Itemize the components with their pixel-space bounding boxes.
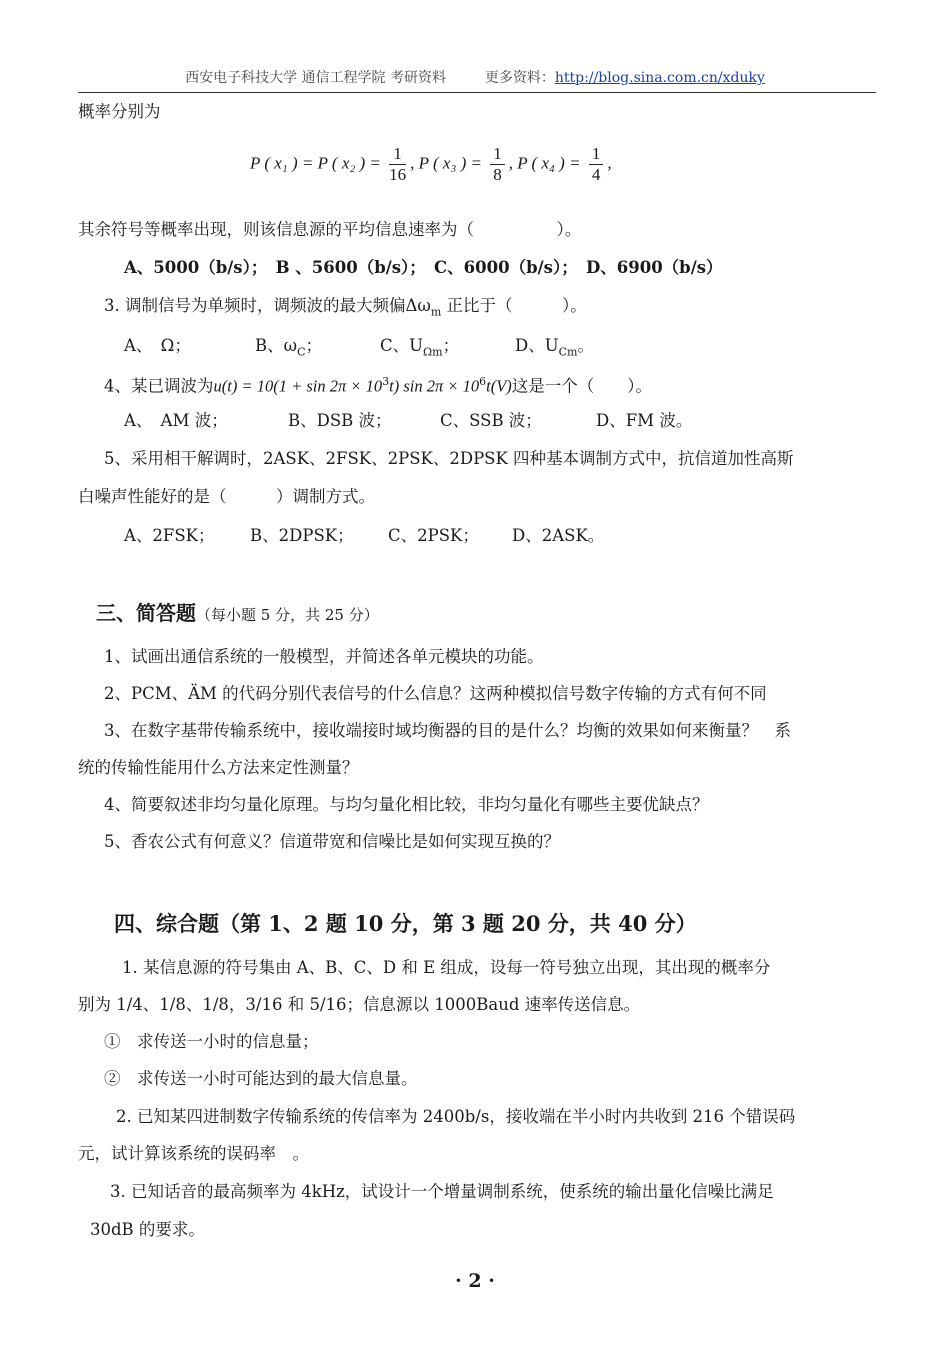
page-number: · 2 ·: [455, 1270, 495, 1292]
option-c-text: C、U: [380, 336, 424, 355]
formula-p3: , P ( x₃ ) =: [410, 153, 482, 173]
formula-tail: ,: [607, 153, 612, 173]
fraction-numerator: 1: [389, 144, 406, 165]
question-4-formula-a: u(t) = 10(1 + sin 2π × 10: [213, 376, 383, 396]
header-source: 西安电子科技大学 通信工程学院 考研资料: [185, 70, 446, 86]
comprehensive-2-line-2: 元，试计算该系统的误码率 。: [78, 1144, 309, 1163]
q5-option-d: D、2ASK。: [512, 526, 605, 545]
q5-option-c: C、2PSK；: [388, 526, 479, 545]
fraction-1-16: [389, 144, 406, 185]
section-3-title: 三、简答题: [96, 601, 196, 625]
probability-formula: [250, 144, 612, 194]
option-d-end: 。: [577, 336, 594, 355]
short-answer-4: 4、简要叙述非均匀量化原理。与均匀量化相比较，非均匀量化有哪些主要优缺点？: [104, 795, 709, 814]
q5-option-a: A、2FSK；: [124, 526, 215, 545]
q3-option-a: A、 Ω；: [124, 336, 191, 355]
short-answer-5: 5、香农公式有何意义？信道带宽和信噪比是如何实现互换的？: [104, 832, 560, 851]
question-5-line-2: 白噪声性能好的是（ ）调制方式。: [78, 487, 375, 506]
header-divider: [78, 92, 876, 93]
q3-option-b: [255, 335, 322, 363]
short-answer-3: 3、在数字基带传输系统中，接收端接时域均衡器的目的是什么？均衡的效果如何来衡量？ 系: [104, 721, 791, 740]
question-4-formula-c: t(V): [486, 376, 512, 396]
fraction-denominator: 4: [591, 165, 601, 184]
comprehensive-1-line-2: 别为 1/4、1/8、1/8，3/16 和 5/16；信息源以 1000Baud 速率传送信息。: [78, 995, 641, 1014]
short-answer-1: 1、试画出通信系统的一般模型，并简述各单元模块的功能。: [104, 647, 544, 666]
question-4-blank: 这是一个（ ）。: [511, 376, 653, 396]
comprehensive-1-part-2: ② 求传送一小时可能达到的最大信息量。: [104, 1069, 418, 1088]
comprehensive-1-line-1: 1. 某信息源的符号集由 A、B、C、D 和 E 组成，设每一符号独立出现，其出现的概率分: [122, 958, 771, 977]
question-3-subscript: m: [430, 305, 442, 319]
option-d-text: D、U: [515, 336, 559, 355]
option-c-subscript: Ωm: [423, 345, 443, 359]
comprehensive-3-line-2: 30dB 的要求。: [90, 1220, 205, 1239]
q4-option-c: C、SSB 波；: [440, 411, 542, 430]
option-b-end: ；: [305, 336, 323, 355]
question-4-exponent-1: 3: [382, 375, 390, 388]
formula-p4: , P ( x₄ ) =: [508, 153, 581, 173]
intro-text: 概率分别为: [78, 102, 161, 121]
question-3: [104, 295, 587, 323]
short-answer-2: 2、PCM、ÄM 的代码分别代表信号的什么信息？这两种模拟信号数字传输的方式有何不同: [104, 684, 767, 703]
fraction-numerator: 1: [589, 144, 604, 165]
q4-option-a: A、 AM 波；: [124, 411, 228, 430]
section-3-note: （每小题 5 分，共 25 分）: [196, 606, 379, 624]
comprehensive-3-line-1: 3. 已知话音的最高频率为 4kHz，试设计一个增量调制系统，使系统的输出量化信噪比满足: [110, 1182, 774, 1201]
q5-option-b: B、2DPSK；: [250, 526, 354, 545]
question-2-tail: 其余符号等概率出现，则该信息源的平均信息速率为（ ）。: [78, 220, 582, 239]
q4-option-d: D、FM 波。: [596, 411, 693, 430]
question-5-line-1: 5、采用相干解调时，2ASK、2FSK、2PSK、2DPSK 四种基本调制方式中，抗信道加性高斯: [104, 449, 794, 468]
option-c-end: ；: [442, 336, 460, 355]
fraction-denominator: 16: [389, 165, 407, 184]
option-d-subscript: Cm: [558, 345, 578, 359]
section-4-heading: 四、综合题（第 1、2 题 10 分，第 3 题 20 分，共 40 分）: [114, 911, 697, 936]
header-more-label: 更多资料：: [484, 70, 555, 86]
question-4-exponent-2: 6: [479, 375, 487, 388]
short-answer-3-cont: 统的传输性能用什么方法来定性测量？: [78, 758, 359, 777]
header-link[interactable]: http://blog.sina.com.cn/xduky: [554, 70, 765, 86]
question-4-formula-b: t) sin 2π × 10: [389, 376, 480, 396]
q4-option-b: B、DSB 波；: [288, 411, 392, 430]
fraction-denominator: 8: [493, 165, 502, 184]
section-3-heading: [96, 600, 379, 628]
question-3-text: 3. 调制信号为单频时，调频波的最大频偏Δω: [104, 296, 431, 315]
question-3-blank: 正比于（ ）。: [441, 296, 587, 315]
comprehensive-1-part-1: ① 求传送一小时的信息量；: [104, 1032, 319, 1051]
q3-option-c: [380, 335, 459, 363]
fraction-numerator: 1: [490, 144, 505, 165]
option-b-text: B、ω: [255, 336, 298, 355]
question-4: [104, 371, 652, 398]
option-b-subscript: C: [297, 345, 306, 359]
page-header: [0, 67, 950, 87]
comprehensive-2-line-1: 2. 已知某四进制数字传输系统的传信率为 2400b/s，接收端在半小时内共收到 216 个错误码: [116, 1107, 796, 1126]
question-4-text: 4、某已调波为: [104, 376, 214, 396]
fraction-1-8: [490, 144, 505, 185]
q3-option-d: [515, 335, 594, 363]
fraction-1-4: [589, 144, 604, 185]
question-2-options: A、5000（b/s）； B 、5600（b/s）； C、6000（b/s）； D、6900（b/s）: [124, 258, 723, 277]
formula-p1: P ( x₁ ) = P ( x₂ ) =: [250, 153, 381, 173]
